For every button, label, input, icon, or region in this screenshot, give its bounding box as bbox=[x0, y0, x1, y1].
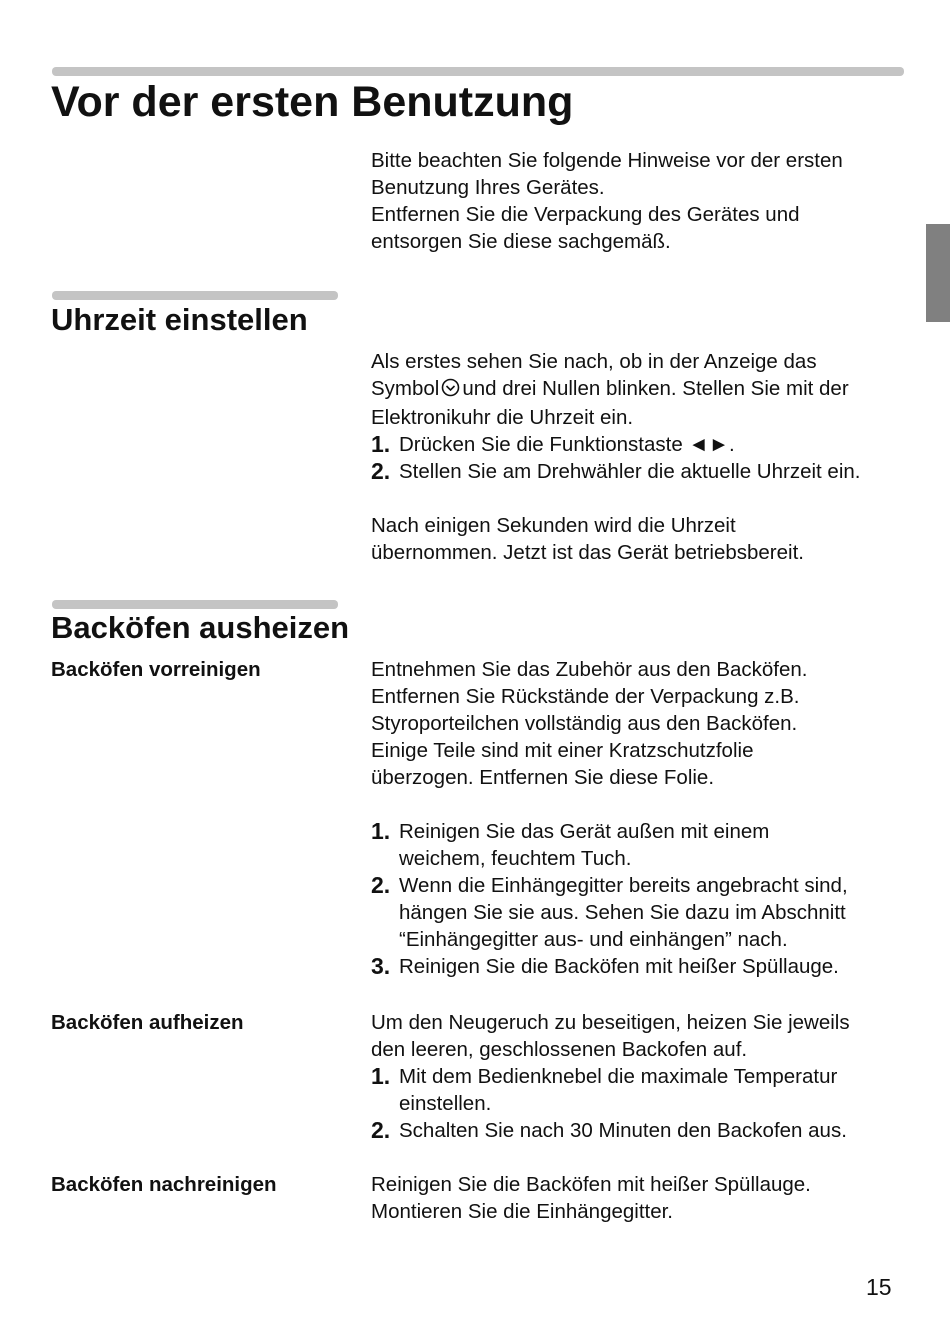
uhrzeit-text bbox=[371, 348, 906, 566]
step-number: 2. bbox=[371, 1117, 391, 1143]
step-item bbox=[371, 818, 906, 872]
step-number: 1. bbox=[371, 818, 391, 844]
uhrzeit-line: übernommen. Jetzt ist das Gerät betriebsbereit. bbox=[371, 541, 804, 564]
subheading-vorreinigen: Backöfen vorreinigen bbox=[51, 658, 261, 681]
intro-line: entsorgen Sie diese sachgemäß. bbox=[371, 230, 671, 253]
step-text: Mit dem Bedienknebel die maximale Temperatur bbox=[399, 1065, 838, 1088]
step-number: 2. bbox=[371, 872, 391, 898]
step-item bbox=[371, 458, 906, 485]
step-text: einstellen. bbox=[399, 1092, 492, 1115]
symbol-line-rest: und drei Nullen blinken. Stellen Sie mit der bbox=[462, 377, 849, 400]
intro-line: Benutzung Ihres Gerätes. bbox=[371, 176, 605, 199]
step-number: 2. bbox=[371, 458, 391, 484]
section-rule bbox=[52, 600, 338, 609]
symbol-word: Symbol bbox=[371, 377, 440, 400]
intro-text bbox=[371, 147, 906, 255]
text-line: Um den Neugeruch zu beseitigen, heizen Sie jeweils bbox=[371, 1011, 850, 1034]
clock-icon bbox=[441, 377, 460, 404]
text-line: Styroporteilchen vollständig aus den Backöfen. bbox=[371, 712, 798, 735]
vorreinigen-text bbox=[371, 656, 906, 980]
step-text: Wenn die Einhängegitter bereits angebracht sind, bbox=[399, 874, 848, 897]
step-item bbox=[371, 1117, 906, 1144]
step-item bbox=[371, 872, 906, 953]
section-heading-ausheizen: Backöfen ausheizen bbox=[51, 610, 350, 645]
text-line: Montieren Sie die Einhängegitter. bbox=[371, 1200, 674, 1223]
text-line: Reinigen Sie die Backöfen mit heißer Spüllauge. bbox=[371, 1173, 811, 1196]
text-line: den leeren, geschlossenen Backofen auf. bbox=[371, 1038, 748, 1061]
text-line: Einige Teile sind mit einer Kratzschutzfolie bbox=[371, 739, 754, 762]
thumb-index-tab bbox=[926, 224, 950, 322]
step-number: 1. bbox=[371, 431, 391, 457]
intro-line: Bitte beachten Sie folgende Hinweise vor der ersten bbox=[371, 149, 843, 172]
step-item bbox=[371, 953, 906, 980]
title-rule bbox=[52, 67, 904, 76]
step-text: “Einhängegitter aus- und einhängen” nach. bbox=[399, 928, 788, 951]
section-rule bbox=[52, 291, 338, 300]
step-number: 1. bbox=[371, 1063, 391, 1089]
intro-line: Entfernen Sie die Verpackung des Gerätes und bbox=[371, 203, 800, 226]
aufheizen-text bbox=[371, 1009, 906, 1144]
step-text: hängen Sie sie aus. Sehen Sie dazu im Abschnitt bbox=[399, 901, 846, 924]
page-number: 15 bbox=[866, 1274, 892, 1300]
step-number: 3. bbox=[371, 953, 391, 979]
step-text: Schalten Sie nach 30 Minuten den Backofen aus. bbox=[399, 1119, 847, 1142]
section-heading-uhrzeit: Uhrzeit einstellen bbox=[51, 302, 308, 337]
text-line: überzogen. Entfernen Sie diese Folie. bbox=[371, 766, 715, 789]
nachreinigen-text bbox=[371, 1171, 906, 1225]
page-title: Vor der ersten Benutzung bbox=[51, 78, 574, 126]
uhrzeit-line: Nach einigen Sekunden wird die Uhrzeit bbox=[371, 514, 736, 537]
step-item bbox=[371, 1063, 906, 1117]
step-text: Reinigen Sie die Backöfen mit heißer Spüllauge. bbox=[399, 955, 839, 978]
uhrzeit-line bbox=[371, 375, 906, 404]
uhrzeit-line: Elektronikuhr die Uhrzeit ein. bbox=[371, 406, 634, 429]
text-line: Entnehmen Sie das Zubehör aus den Backöfen. bbox=[371, 658, 808, 681]
uhrzeit-line: Als erstes sehen Sie nach, ob in der Anzeige das bbox=[371, 350, 817, 373]
step-text: Reinigen Sie das Gerät außen mit einem bbox=[399, 820, 770, 843]
step-text: Stellen Sie am Drehwähler die aktuelle Uhrzeit ein. bbox=[399, 460, 861, 483]
subheading-aufheizen: Backöfen aufheizen bbox=[51, 1011, 244, 1034]
text-line: Entfernen Sie Rückstände der Verpackung z.B. bbox=[371, 685, 800, 708]
step-text: Drücken Sie die Funktionstaste ◄►. bbox=[399, 433, 735, 456]
step-text: weichem, feuchtem Tuch. bbox=[399, 847, 632, 870]
subheading-nachreinigen: Backöfen nachreinigen bbox=[51, 1173, 277, 1196]
step-item bbox=[371, 431, 906, 458]
